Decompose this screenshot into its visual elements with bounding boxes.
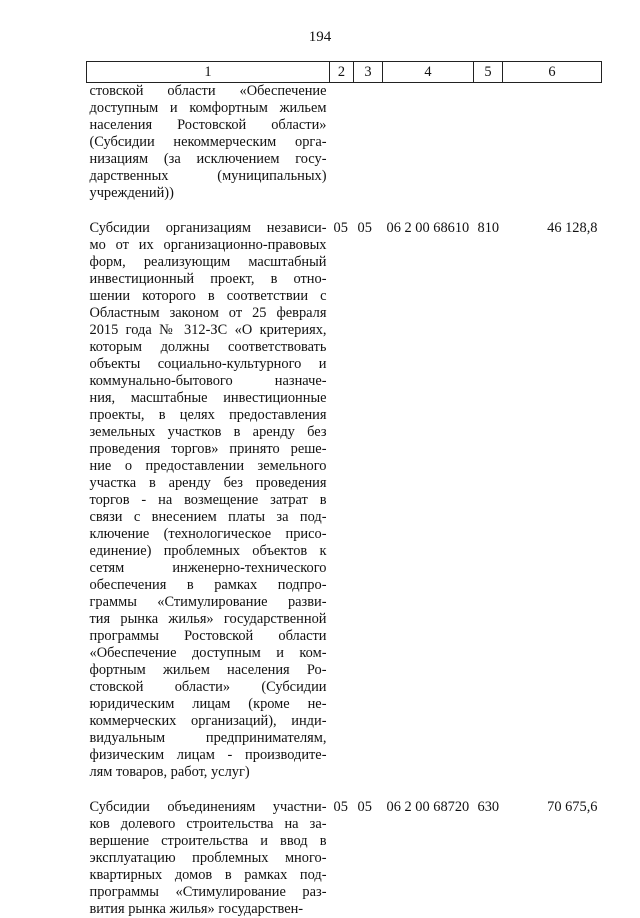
description-line: программы «Стимулирование раз- — [89, 884, 327, 900]
header-col-1: 1 — [87, 62, 330, 83]
section-code: 05 — [333, 220, 348, 236]
description-line: участка в аренду без проведения — [89, 475, 327, 491]
header-col-6: 6 — [503, 62, 602, 83]
target-article-code: 06 2 00 68720 — [386, 799, 470, 815]
subsection-code: 05 — [357, 799, 372, 815]
description-line: эксплуатацию проблемных много- — [89, 850, 327, 866]
description-line: объекты социально-культурного и — [89, 356, 327, 372]
description-line: Субсидии объединениям участни- — [89, 799, 327, 815]
expense-type-code: 810 — [477, 220, 500, 236]
subsection-code: 05 — [357, 220, 372, 236]
description-line: юридическим лицам (кроме не- — [89, 696, 327, 712]
row-description — [87, 799, 330, 918]
description-line: сетям инженерно-технического — [89, 560, 327, 576]
description-line: (Субсидии некоммерческим орга- — [89, 134, 327, 150]
description-line: стовской области» (Субсидии — [89, 679, 327, 695]
description-line: связи с внесением платы за под- — [89, 509, 327, 525]
description-line: коммунально-бытового назначе- — [89, 373, 327, 389]
description-line: программы Ростовской области — [89, 628, 327, 644]
subsection-code — [354, 83, 383, 221]
description-line: единение) проблемных объектов к — [89, 543, 327, 559]
header-col-4: 4 — [383, 62, 474, 83]
budget-table — [86, 61, 602, 918]
description-line: лям товаров, работ, услуг) — [89, 764, 250, 780]
description-line: вершение строительства и ввод в — [89, 833, 327, 849]
header-col-3: 3 — [354, 62, 383, 83]
description-line: проведения торгов» принято реше- — [89, 441, 327, 457]
description-line: ние о предоставлении земельного — [89, 458, 327, 474]
target-article-code — [383, 83, 474, 221]
description-line: инвестиционный проект, в отно- — [89, 271, 327, 287]
description-line: ключение (технологическое присо- — [89, 526, 327, 542]
description-line: вития рынка жилья» государствен- — [89, 901, 304, 917]
description-line: 2015 года № 312-ЗС «О критериях, — [89, 322, 327, 338]
description-line: стовской области «Обеспечение — [89, 83, 327, 99]
target-article-code: 06 2 00 68610 — [386, 220, 470, 236]
description-line: дарственных (муниципальных) — [89, 168, 327, 184]
description-line: учреждений)) — [89, 185, 174, 201]
description-line: тия рынка жилья» государственной — [89, 611, 327, 627]
table-header-row — [87, 62, 602, 83]
description-line: квартирных домов в рамках под- — [89, 867, 327, 883]
page-number: 194 — [308, 29, 332, 45]
description-line: низациям (за исключением госу- — [89, 151, 327, 167]
description-line: видуальным предпринимателям, — [89, 730, 327, 746]
description-line: мо от их организационно-правовых — [89, 237, 327, 253]
description-line: Субсидии организациям независи- — [89, 220, 327, 236]
table-row — [87, 220, 602, 799]
row-description — [87, 220, 330, 799]
section-code: 05 — [333, 799, 348, 815]
description-line: населения Ростовской области» — [89, 117, 327, 133]
description-line: обеспечения в рамках подпро- — [89, 577, 327, 593]
amount-value: 46 128,8 — [547, 220, 598, 236]
description-line: фортным жильем населения Ро- — [89, 662, 327, 678]
section-code — [330, 83, 354, 221]
description-line: физическим лицам - производите- — [89, 747, 327, 763]
description-line: проекты, в целях предоставления — [89, 407, 327, 423]
amount-value — [503, 83, 602, 221]
expense-type-code: 630 — [477, 799, 500, 815]
description-line: ков долевого строительства на за- — [89, 816, 327, 832]
description-line: которым должны соответствовать — [89, 339, 327, 355]
description-line: доступным и комфортным жильем — [89, 100, 327, 116]
table-row — [87, 799, 602, 918]
amount-value: 70 675,6 — [547, 799, 598, 815]
description-line: «Обеспечение доступным и ком- — [89, 645, 327, 661]
description-line: земельных участков в аренду без — [89, 424, 327, 440]
row-description — [87, 83, 330, 221]
expense-type-code — [474, 83, 503, 221]
header-col-5: 5 — [474, 62, 503, 83]
description-line: коммерческих организаций), инди- — [89, 713, 327, 729]
description-line: шении которого в соответствии с — [89, 288, 327, 304]
header-col-2: 2 — [330, 62, 354, 83]
table-row — [87, 83, 602, 221]
description-line: Областным законом от 25 февраля — [89, 305, 327, 321]
description-line: ния, масштабные инвестиционные — [89, 390, 327, 406]
description-line: форм, реализующим масштабный — [89, 254, 327, 270]
description-line: торгов - на возмещение затрат в — [89, 492, 327, 508]
description-line: граммы «Стимулирование разви- — [89, 594, 327, 610]
